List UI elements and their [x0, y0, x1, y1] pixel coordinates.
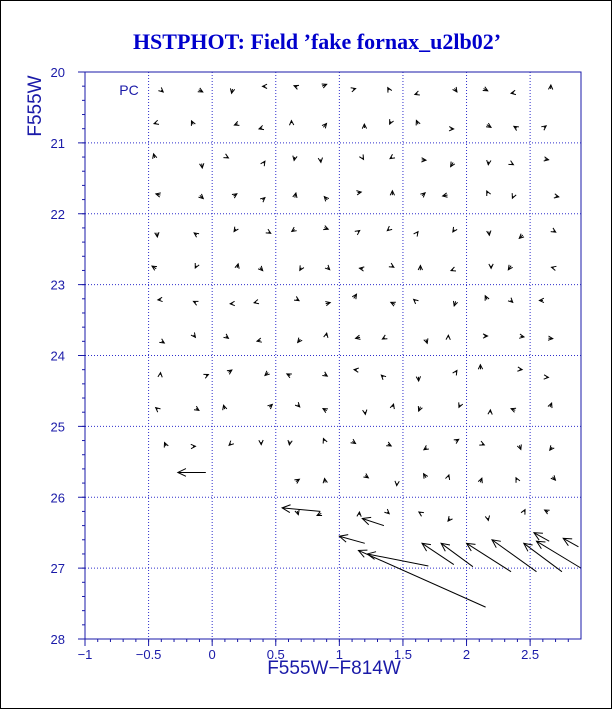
- arrow-head: [295, 510, 299, 515]
- arrow-head: [234, 227, 238, 232]
- small-vector: [508, 298, 513, 303]
- arrow-head: [419, 512, 424, 516]
- arrow-head: [552, 266, 557, 270]
- small-vector: [322, 372, 327, 376]
- small-vector: [416, 120, 420, 125]
- arrow-head: [154, 120, 159, 124]
- small-vector: [198, 88, 203, 92]
- arrow-head: [511, 408, 516, 412]
- x-axis-label: F555W−F814W: [267, 658, 401, 679]
- small-vector: [390, 191, 394, 196]
- small-vector: [325, 265, 330, 270]
- small-vector: [384, 509, 389, 514]
- arrow-head: [386, 442, 391, 446]
- small-vector: [551, 475, 556, 480]
- small-vector: [485, 515, 489, 520]
- small-vector: [230, 88, 234, 93]
- small-vector: [544, 157, 549, 161]
- small-vector: [552, 266, 557, 270]
- arrow-head: [389, 263, 394, 267]
- y-axis-label: F555W: [25, 75, 46, 136]
- arrow-head: [395, 481, 399, 486]
- small-vector: [415, 91, 420, 95]
- small-vector: [363, 410, 367, 415]
- arrow-head: [541, 126, 546, 130]
- small-vector: [356, 191, 361, 195]
- arrow-head: [485, 296, 489, 301]
- small-vector: [156, 193, 161, 197]
- long-vector: [563, 538, 578, 547]
- y-tick-label: 23: [51, 278, 65, 293]
- small-vector: [539, 298, 544, 302]
- small-vector: [287, 374, 292, 378]
- small-vector: [323, 439, 327, 444]
- y-tick-label: 27: [51, 561, 65, 576]
- arrow-head: [158, 373, 162, 378]
- arrow-head: [390, 154, 395, 158]
- y-tick-label: 21: [51, 136, 65, 151]
- small-vector: [488, 410, 492, 415]
- small-vector: [230, 301, 235, 305]
- small-vector: [355, 231, 360, 235]
- small-vector: [453, 370, 457, 375]
- small-vector: [550, 445, 554, 450]
- small-vector: [381, 375, 386, 380]
- arrow-head: [448, 516, 452, 521]
- arrow-head: [478, 478, 482, 483]
- small-vector: [548, 85, 552, 90]
- long-vector: [524, 543, 562, 571]
- long-vector: [178, 469, 206, 477]
- small-vector: [232, 194, 237, 198]
- arrow-head: [191, 121, 195, 126]
- small-vector: [158, 87, 163, 92]
- small-vector: [317, 512, 322, 516]
- small-vector: [351, 88, 356, 92]
- arrow-head: [198, 88, 203, 92]
- small-vector: [517, 367, 522, 371]
- arrow-head: [446, 335, 450, 340]
- small-vector: [416, 376, 420, 381]
- arrow-head: [479, 441, 484, 445]
- small-vector: [511, 408, 516, 412]
- arrow-head: [223, 405, 227, 410]
- small-vector: [359, 154, 363, 159]
- x-tick-label: 0: [209, 647, 216, 662]
- y-tick-label: 24: [51, 349, 65, 364]
- small-vector: [354, 368, 359, 372]
- small-vector: [514, 126, 519, 130]
- arrow-head: [230, 301, 235, 305]
- small-vector: [387, 226, 392, 231]
- small-vector: [453, 301, 457, 306]
- small-vector: [259, 125, 264, 129]
- small-vector: [235, 264, 239, 269]
- arrow-head: [261, 161, 265, 166]
- small-vector: [159, 339, 164, 343]
- arrow-head: [459, 402, 463, 407]
- small-vector: [323, 478, 327, 483]
- plot-area-border: [85, 72, 581, 639]
- small-vector: [359, 267, 364, 271]
- small-vector: [521, 510, 525, 515]
- long-vector: [339, 535, 364, 544]
- small-vector: [152, 266, 157, 270]
- vector-arrows: [152, 84, 581, 607]
- arrow-head: [153, 154, 157, 159]
- arrow-head: [424, 338, 428, 343]
- x-tick-label: 0.5: [267, 647, 285, 662]
- small-vector: [323, 409, 328, 413]
- small-vector: [155, 232, 159, 237]
- x-tick-label: 2: [463, 647, 470, 662]
- long-vector: [422, 543, 454, 564]
- small-vector: [289, 121, 293, 126]
- small-vector: [451, 267, 456, 271]
- arrow-shaft: [563, 538, 578, 547]
- small-vector: [223, 154, 228, 158]
- arrow-head: [259, 125, 264, 129]
- arrow-head: [351, 88, 356, 92]
- arrow-head: [451, 267, 456, 271]
- small-vector: [288, 440, 292, 445]
- small-vector: [158, 297, 163, 301]
- small-vector: [234, 121, 239, 125]
- arrow-head: [508, 298, 513, 303]
- small-vector: [551, 228, 556, 232]
- small-vector: [511, 90, 516, 94]
- arrow-head: [195, 263, 199, 268]
- small-vector: [483, 334, 488, 338]
- small-vector: [508, 265, 512, 270]
- small-vector: [390, 404, 394, 409]
- arrow-head: [414, 232, 418, 237]
- arrow-head: [224, 334, 229, 338]
- small-vector: [352, 294, 356, 299]
- small-vector: [258, 266, 263, 271]
- small-vector: [263, 84, 268, 88]
- x-tick-label: −0.5: [136, 647, 162, 662]
- arrow-head: [203, 374, 208, 378]
- arrow-head: [323, 439, 327, 444]
- arrow-head: [260, 198, 265, 203]
- small-vector: [261, 161, 265, 166]
- small-vector: [418, 406, 422, 411]
- small-vector: [395, 481, 399, 486]
- small-vector: [224, 334, 229, 338]
- arrow-head: [295, 402, 300, 407]
- small-vector: [325, 302, 330, 306]
- arrow-head: [563, 538, 572, 545]
- small-vector: [419, 512, 424, 516]
- arrow-head: [223, 154, 228, 158]
- small-vector: [445, 475, 449, 480]
- arrow-head: [194, 233, 199, 237]
- arrow-head: [294, 85, 299, 89]
- arrow-shaft: [534, 533, 549, 542]
- arrow-head: [551, 228, 556, 232]
- arrow-head: [508, 161, 513, 165]
- small-vector: [193, 301, 198, 305]
- small-vector: [489, 264, 493, 269]
- small-vector: [298, 338, 303, 343]
- small-vector: [424, 338, 428, 343]
- small-vector: [443, 193, 448, 197]
- small-vector: [194, 233, 199, 237]
- arrow-head: [287, 374, 292, 378]
- small-vector: [512, 193, 516, 198]
- arrow-head: [164, 443, 168, 448]
- arrow-head: [382, 335, 387, 339]
- small-vector: [449, 127, 454, 131]
- y-tick-label: 28: [51, 632, 65, 647]
- arrow-head: [323, 226, 328, 230]
- small-vector: [362, 124, 366, 129]
- small-vector: [389, 263, 394, 267]
- small-vector: [516, 478, 520, 483]
- small-vector: [390, 154, 395, 158]
- arrow-head: [384, 509, 389, 514]
- arrow-head: [355, 231, 360, 235]
- small-vector: [554, 194, 559, 198]
- small-vector: [420, 193, 425, 198]
- arrow-shaft: [367, 554, 428, 566]
- small-vector: [268, 404, 273, 409]
- small-vector: [322, 84, 327, 88]
- arrow-head: [534, 533, 543, 540]
- small-vector: [153, 154, 157, 159]
- small-vector: [451, 162, 455, 167]
- arrow-head: [359, 154, 363, 159]
- small-vector: [386, 442, 391, 446]
- small-vector: [414, 232, 418, 237]
- chart-title: HSTPHOT: Field ’fake fornax_u2lb02’: [133, 29, 501, 54]
- small-vector: [156, 408, 161, 413]
- chart-svg: [1, 1, 612, 710]
- y-tick-label: 22: [51, 207, 65, 222]
- small-vector: [391, 302, 396, 306]
- small-vector: [158, 373, 162, 378]
- small-vector: [548, 336, 553, 340]
- small-vector: [448, 516, 452, 521]
- arrow-head: [294, 296, 299, 300]
- arrow-head: [388, 88, 392, 93]
- small-vector: [191, 332, 195, 337]
- small-vector: [363, 473, 368, 477]
- small-vector: [194, 406, 199, 410]
- small-vector: [459, 402, 463, 407]
- small-vector: [294, 85, 299, 89]
- arrow-head: [159, 339, 164, 343]
- arrow-head: [512, 193, 516, 198]
- arrow-head: [325, 265, 330, 270]
- small-vector: [227, 370, 232, 374]
- small-vector: [424, 445, 429, 449]
- arrow-shaft: [524, 543, 562, 571]
- long-vector: [467, 543, 512, 571]
- arrow-head: [516, 478, 520, 483]
- arrow-head: [453, 370, 457, 375]
- small-vector: [195, 263, 199, 268]
- arrow-head: [300, 265, 304, 270]
- long-vector: [536, 541, 581, 568]
- small-vector: [424, 474, 428, 479]
- small-vector: [259, 440, 263, 445]
- small-vector: [295, 402, 300, 407]
- small-vector: [357, 512, 361, 517]
- arrow-head: [158, 87, 163, 92]
- small-vector: [191, 121, 195, 126]
- arrow-head: [193, 301, 198, 305]
- arrow-shaft: [467, 543, 512, 571]
- x-tick-label: 1: [336, 647, 343, 662]
- small-vector: [453, 227, 457, 232]
- arrow-head: [445, 475, 449, 480]
- arrow-head: [517, 444, 521, 449]
- small-vector: [453, 87, 457, 92]
- arrow-head: [416, 120, 420, 125]
- small-vector: [294, 479, 299, 483]
- small-vector: [388, 88, 392, 93]
- small-vector: [486, 123, 491, 127]
- x-tick-label: 2.5: [521, 647, 539, 662]
- arrow-head: [545, 510, 550, 514]
- arrow-head: [191, 332, 195, 337]
- small-vector: [545, 510, 550, 514]
- small-vector: [265, 371, 270, 376]
- small-vector: [292, 227, 297, 231]
- arrow-head: [387, 226, 392, 231]
- arrow-head: [390, 119, 394, 124]
- small-vector: [154, 120, 159, 124]
- arrow-head: [156, 408, 161, 413]
- arrow-head: [229, 441, 234, 446]
- small-vector: [164, 443, 168, 448]
- small-vector: [318, 158, 322, 163]
- small-vector: [487, 191, 491, 196]
- small-vector: [421, 158, 426, 162]
- small-vector: [519, 234, 524, 239]
- arrow-head: [544, 375, 549, 379]
- small-vector: [508, 161, 513, 165]
- small-vector: [351, 439, 356, 443]
- long-vector: [282, 505, 320, 513]
- arrow-head: [521, 510, 525, 515]
- small-vector: [229, 441, 234, 446]
- small-vector: [257, 338, 262, 342]
- small-vector: [487, 160, 491, 165]
- small-vector: [541, 126, 546, 130]
- arrow-head: [414, 299, 419, 304]
- small-vector: [390, 119, 394, 124]
- small-vector: [485, 296, 489, 301]
- small-vector: [548, 403, 552, 408]
- small-vector: [293, 156, 297, 161]
- arrow-head: [487, 191, 491, 196]
- small-vector: [454, 439, 459, 443]
- small-vector: [544, 375, 549, 379]
- small-vector: [418, 266, 422, 271]
- small-vector: [200, 163, 204, 168]
- long-vector: [362, 517, 384, 525]
- arrow-head: [323, 409, 328, 413]
- small-vector: [356, 335, 361, 339]
- grid-lines: [85, 72, 581, 639]
- y-tick-label: 25: [51, 419, 65, 434]
- small-vector: [293, 193, 297, 198]
- small-vector: [191, 444, 196, 448]
- small-vector: [223, 405, 227, 410]
- small-vector: [295, 510, 299, 515]
- x-tick-label: 1.5: [394, 647, 412, 662]
- arrow-head: [485, 515, 489, 520]
- small-vector: [414, 299, 419, 304]
- small-vector: [322, 123, 327, 128]
- arrow-shaft: [422, 543, 454, 564]
- small-vector: [478, 478, 482, 483]
- arrow-head: [415, 91, 420, 95]
- small-vector: [382, 335, 387, 339]
- small-vector: [266, 229, 271, 233]
- small-vector: [324, 197, 329, 202]
- arrow-head: [453, 227, 457, 232]
- small-vector: [260, 198, 265, 203]
- small-vector: [487, 231, 491, 236]
- arrow-head: [254, 299, 259, 303]
- arrow-head: [381, 375, 386, 380]
- small-vector: [324, 333, 328, 338]
- small-vector: [300, 265, 304, 270]
- small-vector: [479, 441, 484, 445]
- small-vector: [323, 226, 328, 230]
- small-vector: [234, 227, 238, 232]
- small-vector: [446, 335, 450, 340]
- arrow-head: [234, 121, 239, 125]
- x-tick-label: −1: [78, 647, 93, 662]
- small-vector: [199, 194, 204, 199]
- small-vector: [517, 444, 521, 449]
- small-vector: [483, 87, 488, 91]
- long-vector: [534, 533, 549, 542]
- small-vector: [254, 299, 259, 303]
- small-vector: [294, 296, 299, 300]
- arrow-head: [266, 229, 271, 233]
- axis-ticks: [51, 65, 569, 662]
- small-vector: [203, 374, 208, 378]
- arrow-shaft: [536, 541, 581, 568]
- y-tick-label: 26: [51, 490, 65, 505]
- small-vector: [478, 365, 482, 370]
- arrow-head: [548, 403, 552, 408]
- arrow-head: [390, 404, 394, 409]
- small-vector: [519, 334, 524, 338]
- y-tick-label: 20: [51, 65, 65, 80]
- pc-annotation: PC: [119, 82, 138, 98]
